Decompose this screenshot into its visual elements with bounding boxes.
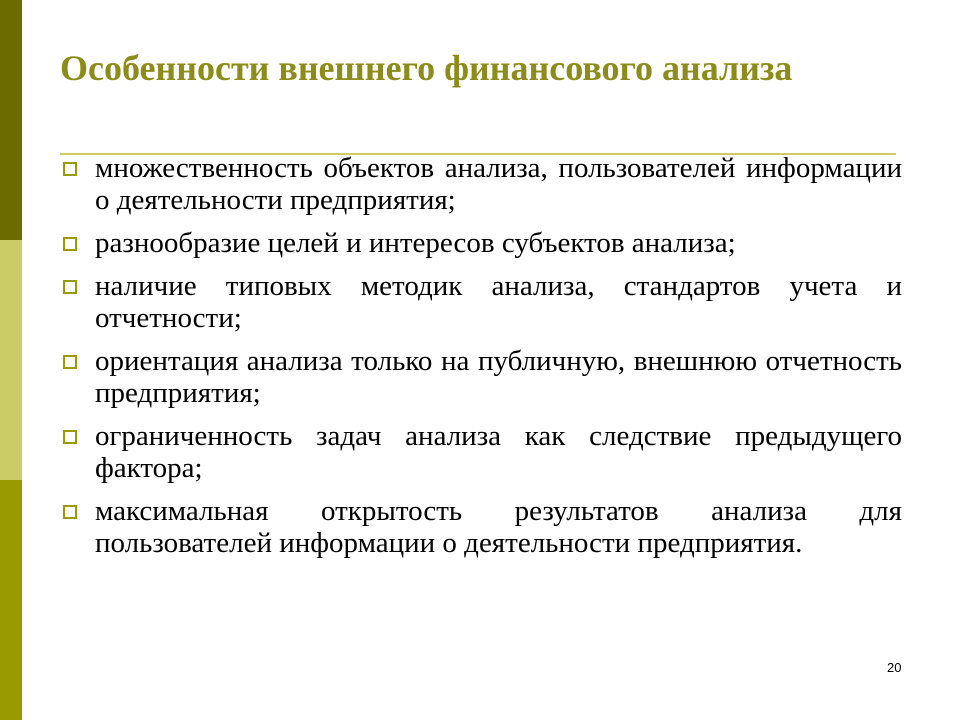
bullet-item bbox=[60, 152, 902, 216]
bullet-item bbox=[60, 227, 902, 259]
slide-number: 20 bbox=[887, 660, 902, 675]
side-stripe-top bbox=[0, 0, 22, 240]
square-bullet-icon bbox=[63, 237, 77, 251]
bullet-text: максимальная открытость результатов анализа для пользователей информации о деятельности предприятия. bbox=[95, 495, 902, 559]
slide-title: Особенности внешнего финансового анализа bbox=[60, 48, 793, 88]
bullet-text: ориентация анализа только на публичную, внешнюю отчетность предприятия; bbox=[95, 345, 902, 409]
bullet-text: ограниченность задач анализа как следствие предыдущего фактора; bbox=[95, 420, 902, 484]
bullet-item bbox=[60, 270, 902, 334]
square-bullet-icon bbox=[63, 505, 77, 519]
square-bullet-icon bbox=[63, 355, 77, 369]
bullet-text: разнообразие целей и интересов субъектов анализа; bbox=[95, 227, 736, 259]
bullet-item bbox=[60, 495, 902, 559]
bullet-text: множественность объектов анализа, пользователей информации о деятельности предприятия; bbox=[95, 152, 902, 216]
bullet-list bbox=[60, 152, 902, 570]
square-bullet-icon bbox=[63, 280, 77, 294]
bullet-item bbox=[60, 420, 902, 484]
side-stripe-bottom bbox=[0, 480, 22, 720]
square-bullet-icon bbox=[63, 162, 77, 176]
square-bullet-icon bbox=[63, 430, 77, 444]
side-stripe-middle bbox=[0, 240, 22, 480]
bullet-text: наличие типовых методик анализа, стандартов учета и отчетности; bbox=[95, 270, 902, 334]
bullet-item bbox=[60, 345, 902, 409]
